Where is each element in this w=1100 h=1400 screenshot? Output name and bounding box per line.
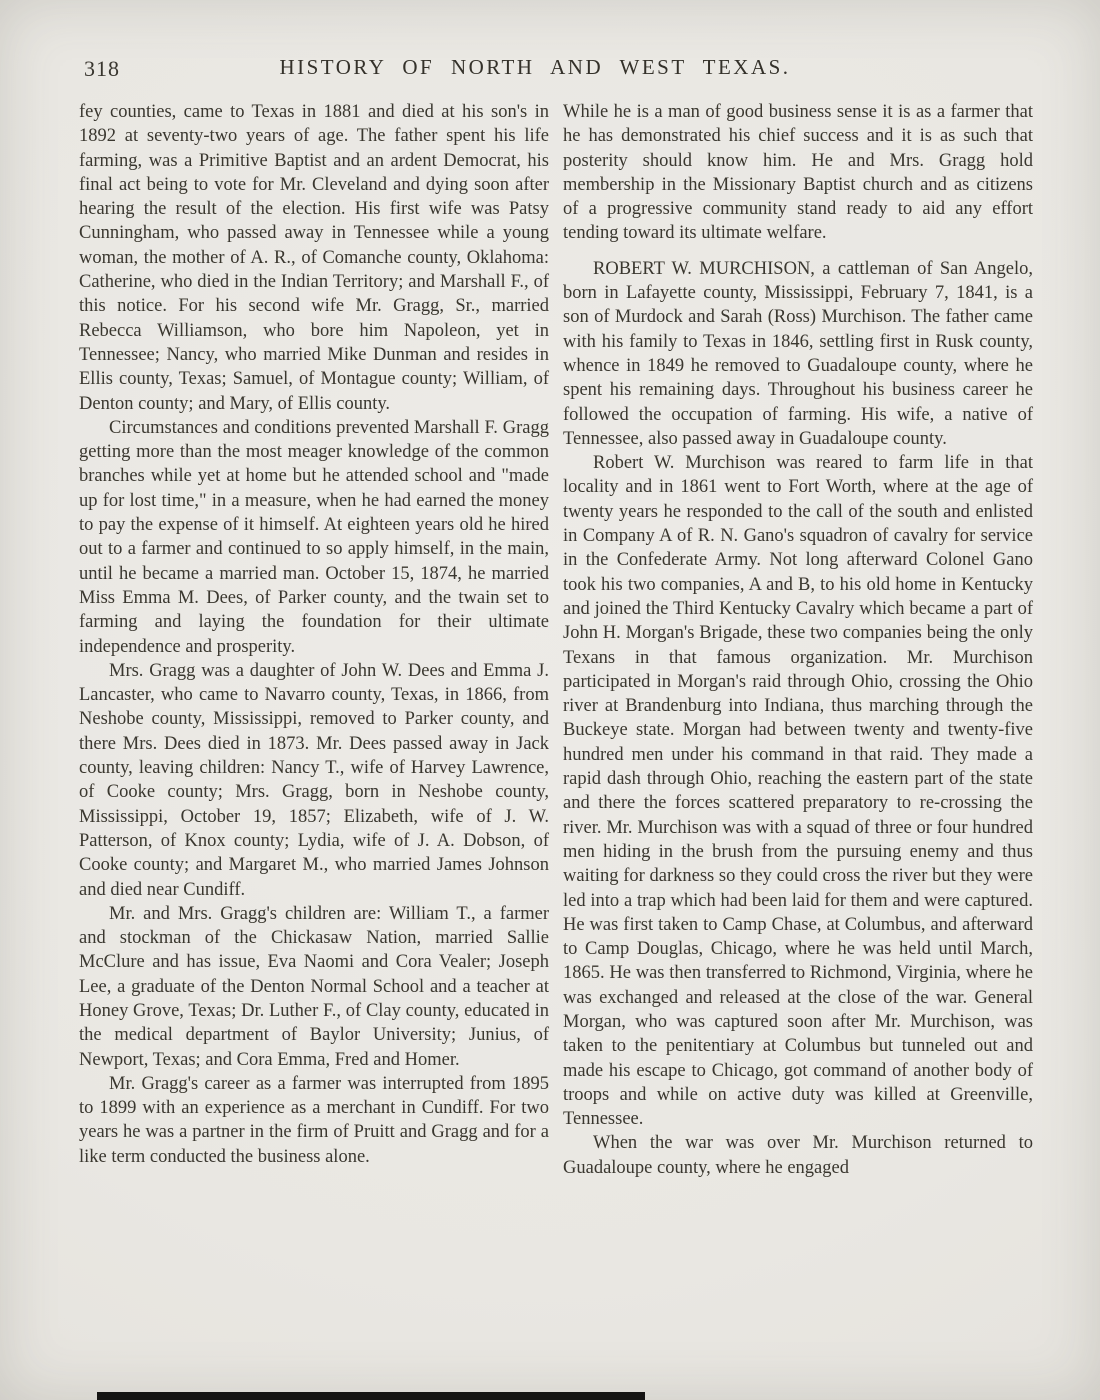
- paragraph: Robert W. Murchison was reared to farm life in that locality and in 1861 went to Fort Worth, where at the age of twenty years he responded to the call of the south and enlisted in Company A of R. N. Gano's squadron of cavalry for service in the Confederate Army. Not long afterward Colonel Gano took his two companies, A and B, to his old home in Kentucky and joined the Third Kentucky Cavalry which became a part of John H. Morgan's Brigade, these two companies being the only Texans in that famous organization. Mr. Murchison participated in Morgan's raid through Ohio, crossing the Ohio river at Brandenburg into Indiana, thus marching through the Buckeye state. Morgan had between twenty and twenty-five hundred men under his command in that raid. They made a rapid dash through Ohio, reaching the eastern part of the state and there the forces scattered preparatory to re-crossing the river. Mr. Murchison was with a squad of three or four hundred men hiding in the brush from the pursuing enemy and thus waiting for darkness so they could cross the river but they were led into a trap which had been laid for them and were captured. He was first taken to Camp Chase, at Columbus, and afterward to Camp Douglas, Chicago, where he was held until March, 1865. He was then transferred to Richmond, Virginia, where he was exchanged and released at the close of the war. General Morgan, who was captured soon after Mr. Murchison, was taken to the penitentiary at Columbus but tunneled out and made his escape to Chicago, got command of another body of troops and while on active duty was killed at Greenville, Tennessee.: [563, 453, 1033, 1130]
- paragraph: fey counties, came to Texas in 1881 and died at his son's in 1892 at seventy-two years of age. The father spent his life farming, was a Primitive Baptist and an ardent Democrat, his final act being to vote for Mr. Cleveland and dying soon after hearing the result of the election. His first wife was Patsy Cunningham, who passed away in Tennessee while a young woman, the mother of A. R., of Comanche county, Oklahoma: Catherine, who died in the Indian Territory; and Marshall F., of this notice. For his second wife Mr. Gragg, Sr., married Rebecca Williamson, who bore him Napoleon, yet in Tennessee; Nancy, who married Mike Dunman and resides in Ellis county, Texas; Samuel, of Montague county; William, of Denton county; and Mary, of Ellis county.: [79, 102, 549, 414]
- paragraph: When the war was over Mr. Murchison returned to Guadaloupe county, where he engaged: [563, 1133, 1033, 1178]
- page-title: HISTORY OF NORTH AND WEST TEXAS.: [279, 55, 791, 79]
- paragraph: Circumstances and conditions prevented Marshall F. Gragg getting more than the most meager knowledge of the common branches while yet at home but he attended school and "made up for lost time," in a measure, when he had earned the money to pay the expense of it himself. At eighteen years old he hired out to a farmer and continued to so apply himself, in the main, until he became a married man. October 15, 1874, he married Miss Emma M. Dees, of Parker county, and the twain set to farming and laying the foundation for their ultimate independence and prosperity.: [79, 417, 549, 657]
- page-number: 318: [84, 56, 120, 81]
- paragraph: While he is a man of good business sense it is as a farmer that he has demonstrated his chief success and it is as such that posterity should know him. He and Mrs. Gragg hold membership in the Missionary Baptist church and as citizens of a progressive community stand ready to aid any effort tending toward its ultimate welfare.: [563, 102, 1033, 244]
- paragraph: Mr. and Mrs. Gragg's children are: William T., a farmer and stockman of the Chickasaw Nation, married Sallie McClure and has issue, Eva Naomi and Cora Vealer; Joseph Lee, a graduate of the Denton Normal School and a teacher at Honey Grove, Texas; Dr. Luther F., of Clay county, educated in the medical department of Baylor University; Junius, of Newport, Texas; and Cora Emma, Fred and Homer.: [79, 903, 549, 1070]
- right-column: [563, 100, 1033, 1180]
- paragraph-biography-start: ROBERT W. MURCHISON, a cattleman of San Angelo, born in Lafayette county, Mississippi, February 7, 1841, is a son of Murdock and Sarah (Ross) Murchison. The father came with his family to Texas in 1846, settling first in Rusk county, whence in 1849 he removed to Guadaloupe county, where he spent his remaining days. Throughout his business career he followed the occupation of farming. His wife, a native of Tennessee, also passed away in Guadaloupe county.: [563, 258, 1033, 449]
- paragraph: Mrs. Gragg was a daughter of John W. Dees and Emma J. Lancaster, who came to Navarro county, Texas, in 1866, from Neshobe county, Mississippi, removed to Parker county, and there Mrs. Dees died in 1873. Mr. Dees passed away in Jack county, leaving children: Nancy T., wife of Harvey Lawrence, of Cooke county; Mrs. Gragg, born in Neshobe county, Mississippi, October 19, 1857; Elizabeth, wife of J. W. Patterson, of Knox county; Lydia, wife of J. A. Dobson, of Cooke county; and Margaret M., who married James Johnson and died near Cundiff.: [79, 660, 549, 900]
- text-columns: [79, 100, 1033, 1180]
- paragraph: Mr. Gragg's career as a farmer was interrupted from 1895 to 1899 with an experience as a merchant in Cundiff. For two years he was a partner in the firm of Pruitt and Gragg and for a like term conducted the business alone.: [79, 1073, 549, 1167]
- scan-artifact-bar: [97, 1392, 645, 1400]
- left-column: [79, 100, 549, 1180]
